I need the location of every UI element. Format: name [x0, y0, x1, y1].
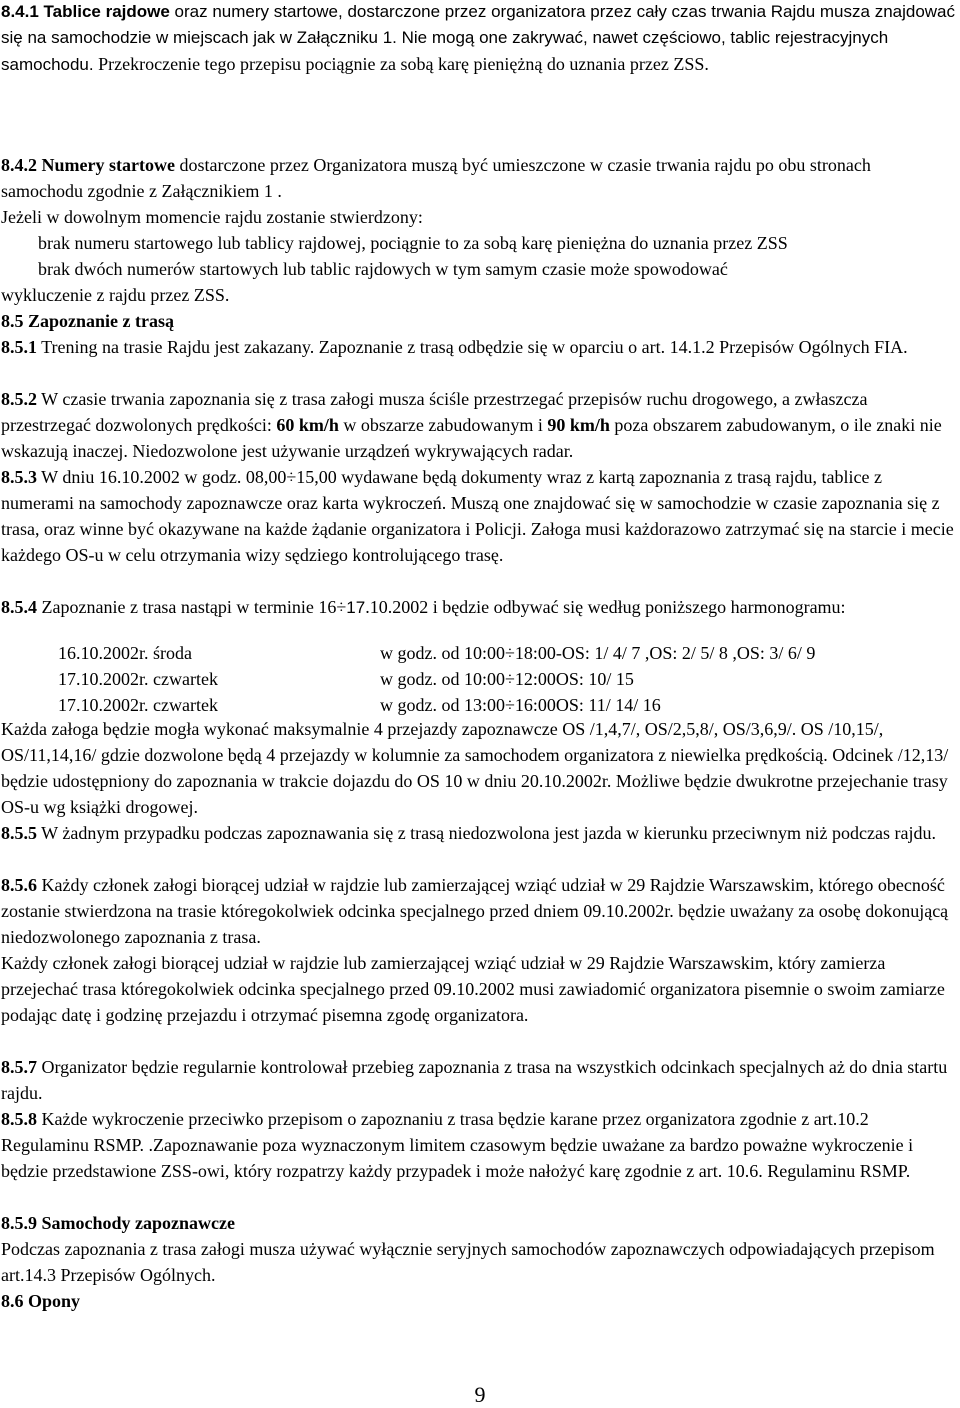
- section-number: 8.5.7: [1, 1057, 37, 1077]
- paragraph-8-5-2: [1, 386, 956, 464]
- section-number: 8.5.5: [1, 823, 37, 843]
- section-number: 8.4.2: [1, 155, 37, 175]
- schedule-row: [0, 666, 955, 692]
- schedule-day: 17.10.2002r. czwartek: [58, 669, 218, 689]
- schedule-hours: w godz. od 10:00÷12:00OS: 10/ 15: [380, 669, 634, 689]
- schedule-row: [0, 692, 955, 718]
- paragraph-text: poza obszarem zabudowanym, o ile znaki nie wskazują inaczej. Niedozwolone jest używanie urządzeń wykrywających radar.: [1, 415, 942, 461]
- section-number: 8.5.3: [1, 467, 37, 487]
- section-number: 8.4.1: [1, 2, 39, 21]
- paragraph-text: dostarczone przez Organizatora muszą być umieszczone w czasie trwania rajdu po obu stronach samochodu zgodnie z Załącznikiem 1 .: [1, 155, 871, 201]
- paragraph-8-4-2: [1, 152, 956, 204]
- paragraph-8-5-4-passes: Każda załoga będzie mogła wykonać maksymalnie 4 przejazdy zapoznawcze OS /1,4,7/, OS/2,5,8/, OS/3,6,9/. OS /10,15/, OS/11,14,16/ gdzie dozwolone będą 4 przejazdy w kolumnie za samochodem organizatora z niewielka prędkością. Odcinek /12,13/ będzie udostępniony do zapoznania w trakcie dojazdu do OS 10 w dniu 20.10.2002r. Możliwe będzie dwukrotne przejechanie trasy OS-u wg książki drogowej.: [1, 719, 949, 817]
- section-number: 8.5.6: [1, 875, 37, 895]
- paragraph-8-5-3: [1, 464, 956, 568]
- section-heading-8-6: [1, 1288, 956, 1314]
- section-title: Samochody zapoznawcze: [41, 1213, 235, 1233]
- section-number: 8.5: [1, 311, 24, 331]
- paragraph-text: Trening na trasie Rajdu jest zakazany. Zapoznanie z trasą odbędzie się w oparciu o art. 14.1.2 Przepisów Ogólnych FIA.: [37, 337, 908, 357]
- section-heading-8-5: [1, 308, 956, 334]
- paragraph-8-5-7: [1, 1054, 956, 1106]
- list-item: brak numeru startowego lub tablicy rajdowej, pociągnie to za sobą karę pieniężna do uznania przez ZSS: [38, 233, 788, 253]
- list-item: brak dwóch numerów startowych lub tablic rajdowych w tym samym czasie może spowodować: [38, 259, 728, 279]
- paragraph-text-penalty: Przekroczenie tego przepisu pociągnie za sobą karę pieniężną do uznania przez ZSS.: [93, 54, 709, 74]
- schedule-row: [0, 640, 955, 666]
- section-number: 8.5.9: [1, 1213, 37, 1233]
- paragraph-8-5-8: [1, 1106, 956, 1184]
- schedule-day: 16.10.2002r. środa: [58, 643, 192, 663]
- paragraph-text: W żadnym przypadku podczas zapoznawania się z trasą niedozwolona jest jazda w kierunku przeciwnym niż podczas rajdu.: [37, 823, 936, 843]
- paragraph-8-5-5: [1, 820, 956, 846]
- paragraph-8-5-9: Podczas zapoznania z trasa załogi musza używać wyłącznie seryjnych samochodów zapoznawczych odpowiadających przepisom art.14.3 Przepisów Ogólnych.: [1, 1239, 935, 1285]
- section-number: 8.5.8: [1, 1109, 37, 1129]
- page-number: 9: [474, 1382, 486, 1407]
- paragraph-intro: Jeżeli w dowolnym momencie rajdu zostanie stwierdzony:: [1, 207, 423, 227]
- section-lead: Numery startowe: [41, 155, 175, 175]
- section-number: 8.6: [1, 1291, 24, 1311]
- paragraph-text: Każde wykroczenie przeciwko przepisom o zapoznaniu z trasa będzie karane przez organizatora zgodnie z art.10.2 Regulaminu RSMP. .Zapoznawanie poza wyznaczonym limitem czasowym będzie uważane za bardzo poważne wykroczenie i będzie przedstawione ZSS-owi, który rozpatrzy każdy przypadek i może nałożyć karę zgodnie z art. 10.6. Regulaminu RSMP.: [1, 1109, 914, 1181]
- paragraph-text: oraz numery startowe, dostarczone przez organizatora przez cały czas trwania Rajdu musza znajdować się na samochodzie w miejscach jak w Załączniku 1. Nie mogą one zakrywać, nawet częściowo, tablic rejestracyjnych samochodu.: [1, 2, 956, 74]
- paragraph-text: Każdy członek załogi biorącej udział w rajdzie lub zamierzającej wziąć udział w 29 Rajdzie Warszawskim, którego obecność zostanie stwierdzona na trasie któregokolwiek odcinka specjalnego przed dniem 09.10.2002r. będzie uważany za osobę dokonującą niedozwolonego zapoznania z trasa.: [1, 875, 949, 947]
- schedule-table: [0, 640, 955, 718]
- speed-limit-rural: 90 km/h: [547, 415, 610, 435]
- paragraph-8-5-4: [1, 594, 956, 621]
- paragraph-text: w obszarze zabudowanym i: [338, 415, 548, 435]
- section-lead: Tablice rajdowe: [43, 2, 170, 21]
- paragraph-text: W czasie trwania zapoznania się z trasa załogi musza ściśle przestrzegać przepisów ruchu drogowego, a zwłaszcza przestrzegać dozwolonych prędkości:: [1, 389, 868, 435]
- paragraph-text: .10.2002 i będzie odbywać się według poniższego harmonogramu:: [365, 597, 846, 617]
- paragraph-text: Zapoznanie z trasa nastąpi w terminie 16÷: [37, 597, 347, 617]
- schedule-hours: w godz. od 10:00÷18:00-OS: 1/ 4/ 7 ,OS: 2/ 5/ 8 ,OS: 3/ 6/ 9: [380, 643, 816, 663]
- section-title: Opony: [28, 1291, 81, 1311]
- paragraph-8-5-6-notice: Każdy członek załogi biorącej udział w rajdzie lub zamierzającej wziąć udział w 29 Rajdzie Warszawskim, który zamierza przejechać trasa któregokolwiek odcinka specjalnego przed 09.10.2002 musi zawiadomić organizatora pisemnie o swoim zamiarze podając datę i godzinę przejazdu i otrzymać pisemna zgodę organizatora.: [1, 953, 945, 1025]
- section-title: Zapoznanie z trasą: [28, 311, 174, 331]
- section-number: 8.5.4: [1, 597, 37, 617]
- paragraph-8-5-6: [1, 872, 956, 950]
- speed-limit-urban: 60 km/h: [276, 415, 339, 435]
- schedule-day: 17.10.2002r. czwartek: [58, 695, 218, 715]
- section-heading-8-5-9: [1, 1210, 956, 1236]
- section-number: 8.5.2: [1, 389, 37, 409]
- section-number: 8.5.1: [1, 337, 37, 357]
- schedule-hours: w godz. od 13:00÷16:00OS: 11/ 14/ 16: [380, 695, 661, 715]
- paragraph-text: W dniu 16.10.2002 w godz. 08,00÷15,00 wydawane będą dokumenty wraz z kartą zapoznania z trasą rajdu, tablice z numerami na samochody zapoznawcze oraz karta wykroczeń. Muszą one znajdować się w samochodzie w czasie zapoznania się z trasa, oraz winne być okazywane na każde żądanie organizatora i Policji. Załoga musi każdorazowo zatrzymać się na starcie i mecie każdego OS-u w celu otrzymania wizy sędziego kontrolującego trasę.: [1, 467, 954, 565]
- list-item-continuation: wykluczenie z rajdu przez ZSS.: [1, 285, 230, 305]
- paragraph-8-5-1: [1, 334, 956, 360]
- paragraph-text-date: 17: [346, 598, 366, 617]
- paragraph-text: Organizator będzie regularnie kontrolował przebieg zapoznania z trasa na wszystkich odcinkach specjalnych aż do dnia startu rajdu.: [1, 1057, 948, 1103]
- paragraph-8-4-1: [1, 0, 956, 78]
